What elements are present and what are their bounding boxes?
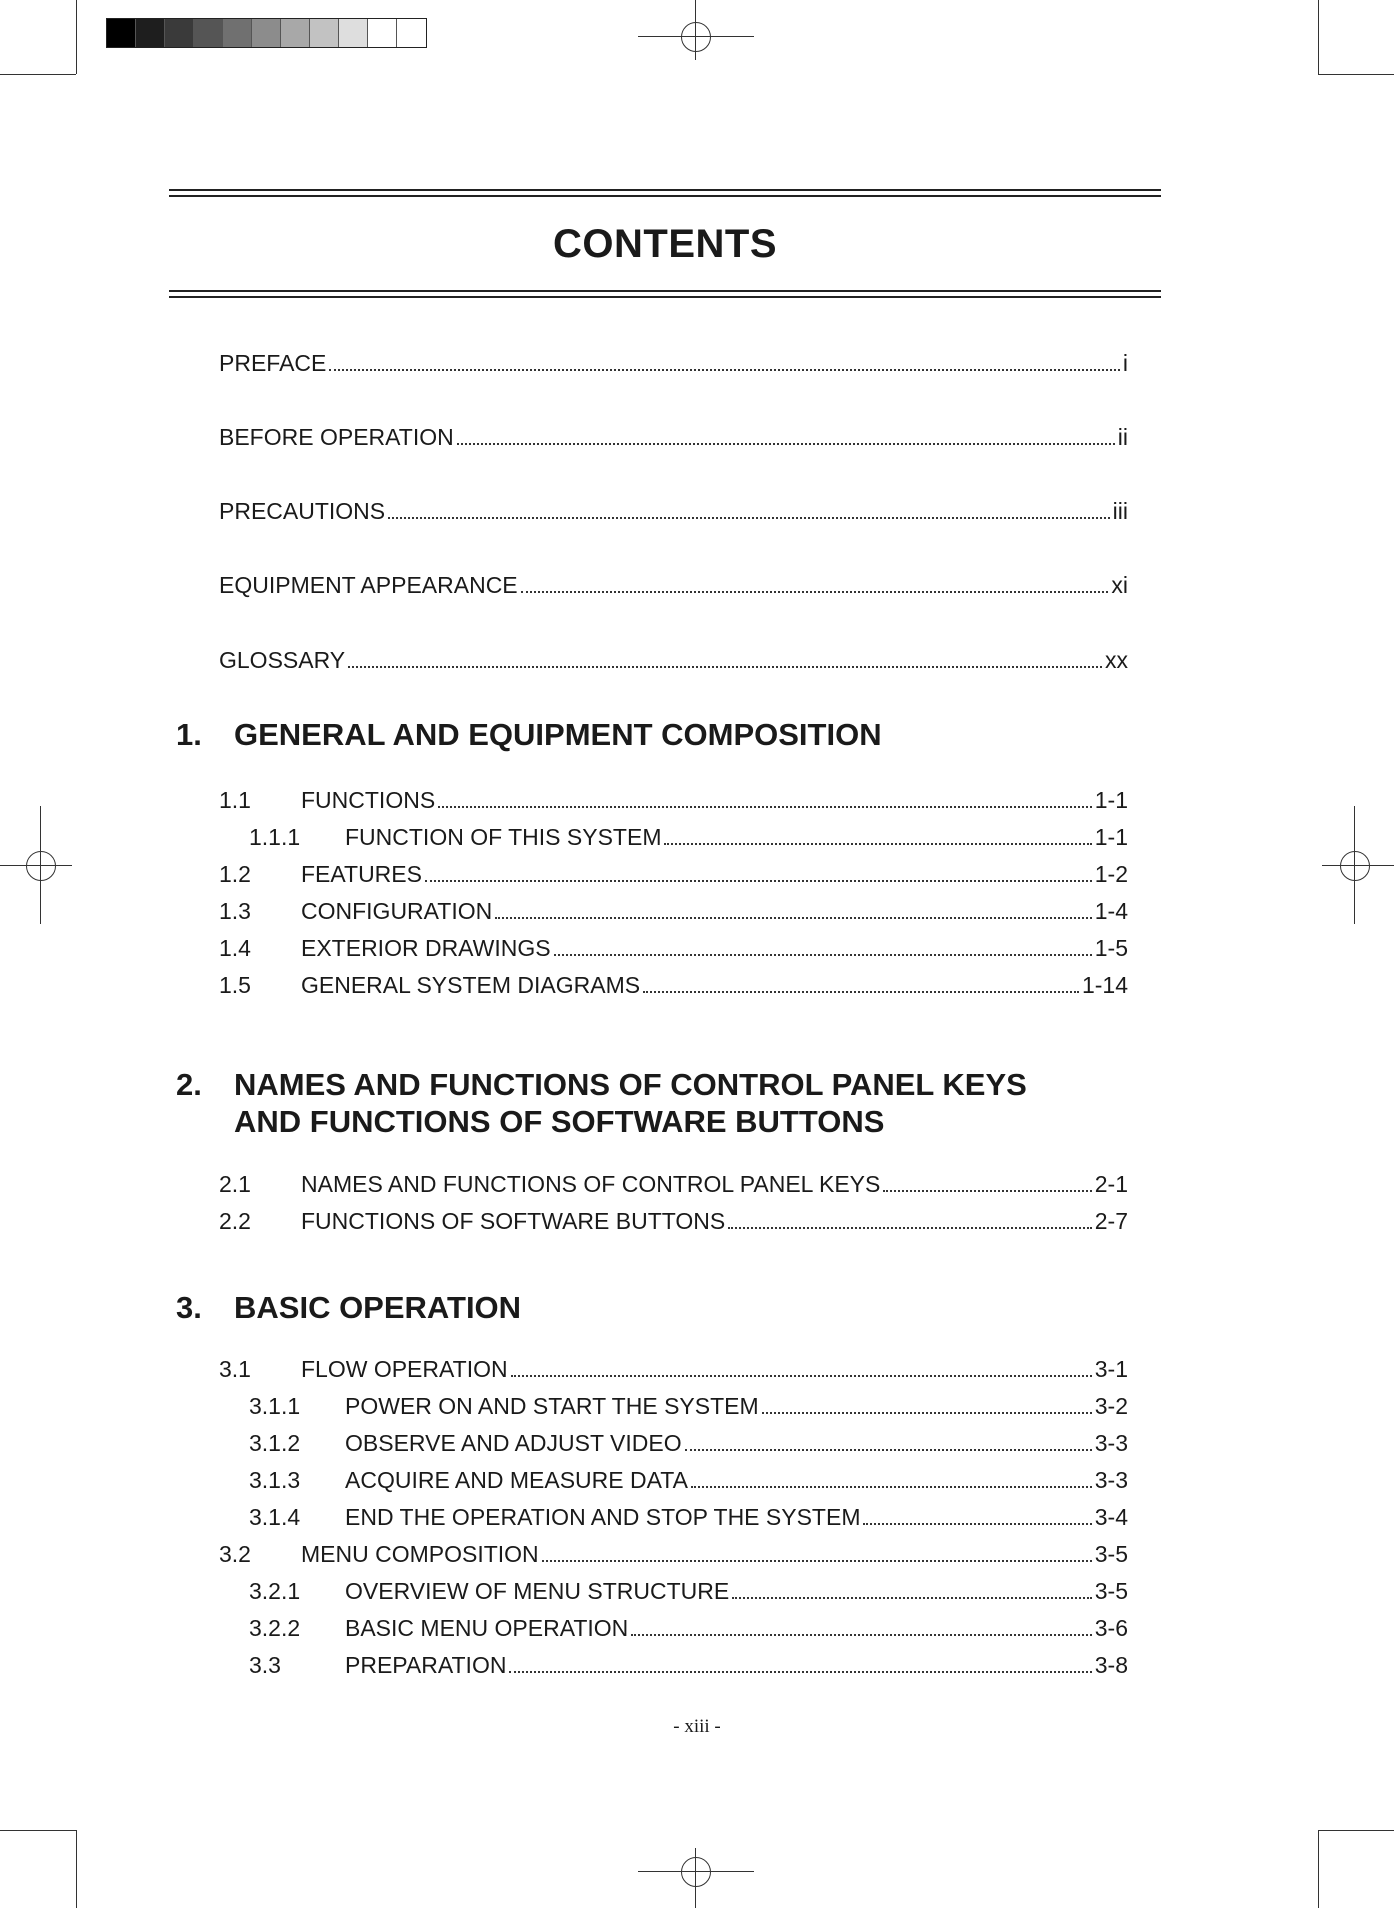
- toc-entry-page: 3-3: [1094, 1467, 1128, 1493]
- leader-dots: [511, 1375, 1092, 1377]
- toc-entry[interactable]: [219, 1205, 1128, 1235]
- chapter-title-line: NAMES AND FUNCTIONS OF CONTROL PANEL KEYS: [234, 1067, 1027, 1102]
- toc-entry-page: 2-1: [1094, 1171, 1128, 1197]
- toc-entry-label: OVERVIEW OF MENU STRUCTURE: [345, 1578, 730, 1604]
- toc-entry[interactable]: [219, 421, 1128, 451]
- toc-entry-page: 1-4: [1094, 898, 1128, 924]
- toc-entry-number: 3.2.1: [249, 1578, 301, 1604]
- toc-entry-page: 3-3: [1094, 1430, 1128, 1456]
- toc-entry-page: 3-1: [1094, 1356, 1128, 1382]
- toc-entry-number: 2.1: [219, 1171, 251, 1197]
- leader-dots: [863, 1523, 1091, 1525]
- title-top-rule: [169, 189, 1161, 197]
- toc-entry[interactable]: [219, 495, 1128, 525]
- toc-entry-label: FUNCTIONS OF SOFTWARE BUTTONS: [301, 1208, 726, 1234]
- toc-entry-page: xx: [1105, 647, 1128, 673]
- leader-dots: [425, 880, 1092, 882]
- toc-entry-number: 1.2: [219, 861, 251, 887]
- toc-entry-page: 2-7: [1094, 1208, 1128, 1234]
- chapter-title: [234, 1066, 1027, 1140]
- toc-entry-number: 3.2.2: [249, 1615, 301, 1641]
- leader-dots: [643, 991, 1079, 993]
- toc-entry-page: xi: [1111, 572, 1128, 598]
- chapter-title: BASIC OPERATION: [234, 1290, 522, 1325]
- toc-entry[interactable]: [219, 784, 1128, 814]
- toc-entry[interactable]: [219, 895, 1128, 925]
- leader-dots: [509, 1671, 1091, 1673]
- leader-dots: [631, 1634, 1091, 1636]
- toc-entry-label: FEATURES: [301, 861, 422, 887]
- toc-entry-label: FUNCTIONS: [301, 787, 436, 813]
- toc-entry-label: PREFACE: [219, 350, 327, 376]
- toc-entry-page: 1-5: [1094, 935, 1128, 961]
- leader-dots: [762, 1412, 1092, 1414]
- toc-entry-label: BASIC MENU OPERATION: [345, 1615, 629, 1641]
- leader-dots: [495, 917, 1092, 919]
- chapter-number: 2.: [176, 1067, 202, 1102]
- chapter-title: GENERAL AND EQUIPMENT COMPOSITION: [234, 717, 882, 752]
- page-title: CONTENTS: [553, 222, 777, 266]
- toc-entry-label: FUNCTION OF THIS SYSTEM: [345, 824, 662, 850]
- toc-entry-number: 1.5: [219, 972, 251, 998]
- leader-dots: [348, 666, 1102, 668]
- leader-dots: [542, 1560, 1092, 1562]
- toc-entry-number: 3.1.4: [249, 1504, 301, 1530]
- toc-entry[interactable]: [249, 1575, 1128, 1605]
- toc-entry-number: 1.4: [219, 935, 251, 961]
- toc-entry-label: PREPARATION: [345, 1652, 507, 1678]
- toc-entry-page: 3-2: [1094, 1393, 1128, 1419]
- toc-entry[interactable]: [249, 1390, 1128, 1420]
- toc-entry[interactable]: [219, 1168, 1128, 1198]
- toc-entry-label: MENU COMPOSITION: [301, 1541, 539, 1567]
- chapter-heading-1[interactable]: [176, 716, 882, 753]
- toc-entry-number: 1.1: [219, 787, 251, 813]
- toc-entry-label: PRECAUTIONS: [219, 498, 386, 524]
- toc-entry[interactable]: [219, 347, 1128, 377]
- page-number-footer: - xiii -: [673, 1716, 721, 1737]
- toc-entry-label: GENERAL SYSTEM DIAGRAMS: [301, 972, 641, 998]
- toc-entry[interactable]: [219, 644, 1128, 674]
- leader-dots: [438, 806, 1092, 808]
- title-bottom-rule: [169, 290, 1161, 298]
- leader-dots: [883, 1190, 1091, 1192]
- leader-dots: [329, 369, 1120, 371]
- toc-entry-page: 3-6: [1094, 1615, 1128, 1641]
- toc-entry-page: iii: [1112, 498, 1128, 524]
- toc-entry-number: 3.1.3: [249, 1467, 301, 1493]
- toc-entry-label: OBSERVE AND ADJUST VIDEO: [345, 1430, 682, 1456]
- toc-entry[interactable]: [249, 1501, 1128, 1531]
- toc-entry-page: 1-14: [1081, 972, 1128, 998]
- toc-entry[interactable]: [249, 1612, 1128, 1642]
- toc-entry-label: NAMES AND FUNCTIONS OF CONTROL PANEL KEYS: [301, 1171, 881, 1197]
- leader-dots: [691, 1486, 1092, 1488]
- toc-entry[interactable]: [249, 1464, 1128, 1494]
- toc-entry-label: END THE OPERATION AND STOP THE SYSTEM: [345, 1504, 861, 1530]
- toc-entry-number: 1.3: [219, 898, 251, 924]
- toc-entry[interactable]: [219, 932, 1128, 962]
- toc-entry-page: 3-5: [1094, 1541, 1128, 1567]
- toc-entry-page: ii: [1117, 424, 1128, 450]
- chapter-heading-3[interactable]: [176, 1289, 521, 1326]
- leader-dots: [388, 517, 1110, 519]
- leader-dots: [554, 954, 1092, 956]
- toc-entry-label: POWER ON AND START THE SYSTEM: [345, 1393, 759, 1419]
- chapter-title-line: AND FUNCTIONS OF SOFTWARE BUTTONS: [234, 1104, 885, 1139]
- leader-dots: [685, 1449, 1092, 1451]
- print-gray-scale-bar: [106, 18, 427, 48]
- toc-entry-number: 2.2: [219, 1208, 251, 1234]
- toc-entry[interactable]: [219, 858, 1128, 888]
- chapter-number: 3.: [176, 1290, 202, 1325]
- toc-entry-label: CONFIGURATION: [301, 898, 493, 924]
- toc-entry-number: 3.1: [219, 1356, 251, 1382]
- toc-entry-page: i: [1122, 350, 1128, 376]
- toc-entry-number: 1.1.1: [249, 824, 301, 850]
- toc-entry[interactable]: [219, 969, 1128, 999]
- toc-entry[interactable]: [249, 1649, 1128, 1679]
- toc-entry-page: 1-1: [1094, 824, 1128, 850]
- chapter-heading-2[interactable]: [176, 1066, 1027, 1140]
- toc-entry[interactable]: [249, 821, 1128, 851]
- toc-entry-label: GLOSSARY: [219, 647, 346, 673]
- toc-entry-page: 3-4: [1094, 1504, 1128, 1530]
- toc-entry[interactable]: [249, 1427, 1128, 1457]
- toc-entry-label: EQUIPMENT APPEARANCE: [219, 572, 518, 598]
- toc-entry-number: 3.1.1: [249, 1393, 301, 1419]
- chapter-number: 1.: [176, 717, 202, 752]
- toc-entry-page: 1-2: [1094, 861, 1128, 887]
- toc-entry[interactable]: [219, 1353, 1128, 1383]
- leader-dots: [728, 1227, 1092, 1229]
- toc-entry-label: ACQUIRE AND MEASURE DATA: [345, 1467, 688, 1493]
- toc-entry-number: 3.3: [249, 1652, 281, 1678]
- toc-entry-page: 3-8: [1094, 1652, 1128, 1678]
- leader-dots: [732, 1597, 1092, 1599]
- toc-entry-label: EXTERIOR DRAWINGS: [301, 935, 551, 961]
- leader-dots: [457, 443, 1115, 445]
- toc-entry[interactable]: [219, 1538, 1128, 1568]
- toc-entry-label: BEFORE OPERATION: [219, 424, 454, 450]
- toc-entry[interactable]: [219, 569, 1128, 599]
- toc-entry-label: FLOW OPERATION: [301, 1356, 508, 1382]
- toc-entry-number: 3.1.2: [249, 1430, 301, 1456]
- leader-dots: [521, 591, 1109, 593]
- toc-entry-page: 3-5: [1094, 1578, 1128, 1604]
- toc-entry-number: 3.2: [219, 1541, 251, 1567]
- leader-dots: [664, 843, 1091, 845]
- toc-entry-page: 1-1: [1094, 787, 1128, 813]
